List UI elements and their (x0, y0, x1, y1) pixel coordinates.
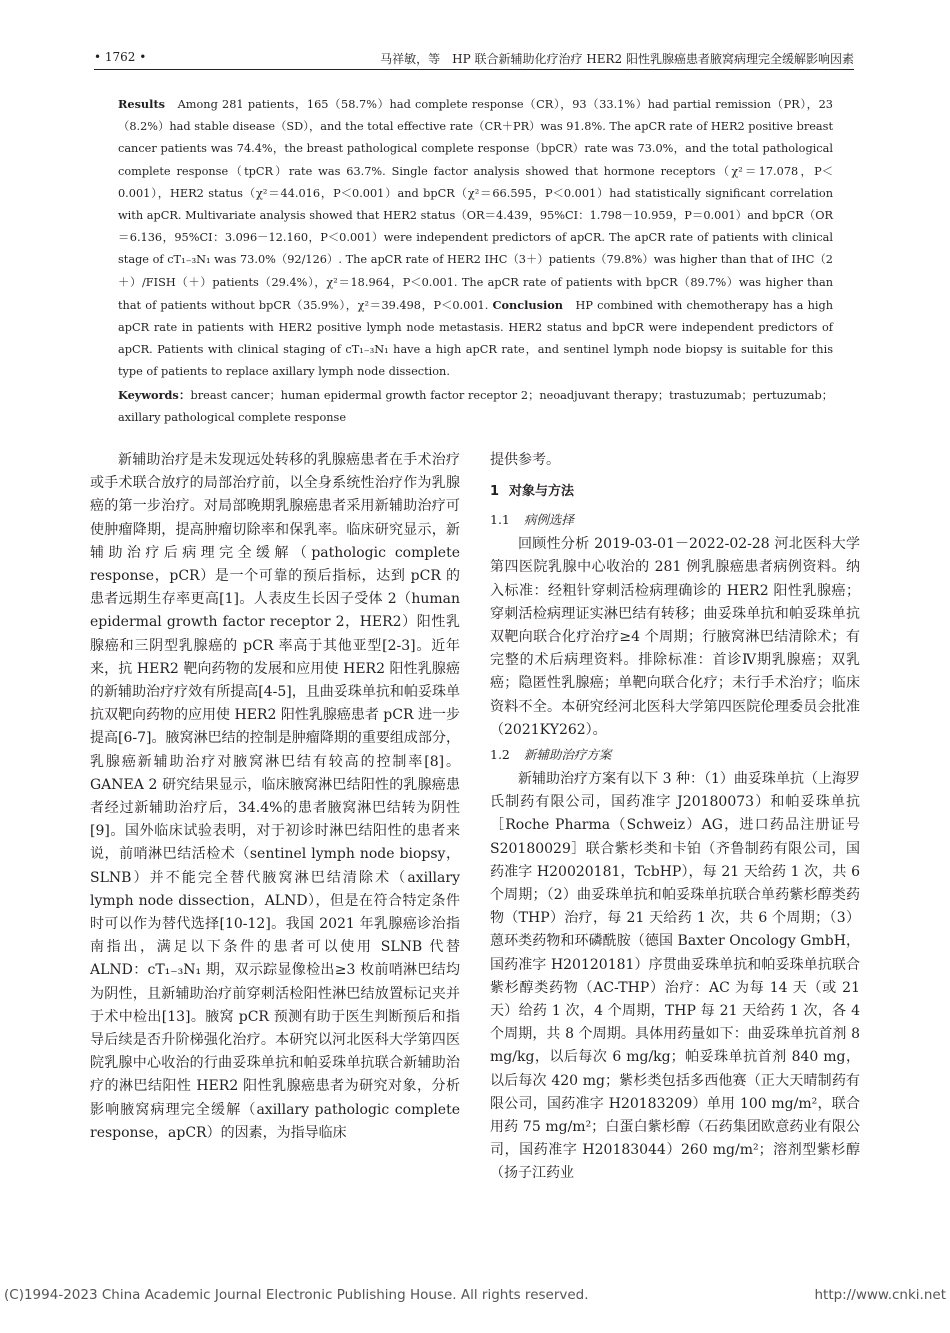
results-label: Results (118, 97, 166, 111)
subsection-title: 病例选择 (523, 512, 574, 528)
section-title: 对象与方法 (509, 484, 575, 500)
page-number: • 1762 • (94, 50, 147, 64)
running-title: 马祥敏，等 HP 联合新辅助化疗治疗 HER2 阳性乳腺癌患者腋窝病理完全缓解影响因素 (380, 52, 854, 66)
copyright-notice: (C)1994-2023 China Academic Journal Electronic Publishing House. All rights reserved. (4, 1287, 589, 1303)
footer-url: http://www.cnki.net (814, 1287, 946, 1303)
keywords-label: Keywords： (118, 387, 191, 402)
results-text: Among 281 patients，165（58.7%）had complete response（CR），93（33.1%）had partial remission（PR），23（8.2%）had stable disease（SD），and the total effective rate（CR＋PR）was 91.8%. The apCR rate of HER2 positive breast cancer patients was 74.4%，the breast pathological complete response（bpCR）rate was 73.0%，and the total pathological complete response（tpCR）rate was 63.7%. Single factor analysis showed that hormone receptors（χ²＝17.078，P＜0.001），HER2 status（χ²＝44.016，P＜0.001）and bpCR（χ²＝66.595，P＜0.001）had statistically significant correlation with apCR. Multivariate analysis showed that HER2 status（OR＝4.439，95%CI：1.798－10.959，P＝0.001）and bpCR（OR＝6.136，95%CI：3.096－12.160，P＜0.001）were independent predictors of apCR. The apCR rate of patients with clinical stage of cT₁₋₃N₁ was 73.0%（92/126）. The apCR rate of HER2 IHC（3＋）patients（79.8%）was higher than that of IHC（2＋）/FISH（＋）patients（29.4%），χ²＝18.964，P＜0.001. The apCR rate of patients with bpCR（89.7%）was higher than that of patients without bpCR（35.9%），χ²＝39.498，P＜0.001. (118, 98, 833, 312)
abstract-results-conclusion (118, 93, 833, 384)
section-heading-1 (490, 481, 860, 503)
treatment-plan-paragraph: 新辅助治疗方案有以下 3 种：（1）曲妥珠单抗（上海罗氏制药有限公司，国药准字 J20180073）和帕妥珠单抗［Roche Pharma（Schweiz）AG，进口药品注册证号 S20180029］联合紫杉类和卡铂（齐鲁制药有限公司，国药准字 H20020181，TcbHP），每 21 天给药 1 次，共 6 个周期；（2）曲妥珠单抗和帕妥珠单抗联合单药紫杉醇类药物（THP）治疗，每 21 天给药 1 次，共 6 个周期；（3）蒽环类药物和环磷酰胺（德国 Baxter Oncology GmbH，国药准字 H20120181）序贯曲妥珠单抗和帕妥珠单抗联合紫杉醇类药物（AC-THP）治疗：AC 为每 14 天（或 21 天）给药 1 次，4 个周期，THP 每 21 天给药 1 次，各 4 个周期，共 8 个周期。具体用药量如下：曲妥珠单抗首剂 8 mg/kg，以后每次 6 mg/kg；帕妥珠单抗首剂 840 mg，以后每次 420 mg；紫杉类包括多西他赛（正大天晴制药有限公司，国药准字 H20183209）单用 100 mg/m²，联合用药 75 mg/m²；白蛋白紫杉醇（石药集团欧意药业有限公司，国药准字 H20183044）260 mg/m²；溶剂型紫杉醇（扬子江药业 (490, 771, 860, 1182)
conclusion-text: HP combined with chemotherapy has a high apCR rate in patients with HER2 positive lymph node metastasis. HER2 status and bpCR were independent predictors of apCR. Patients with clinical staging of cT₁₋₃N₁ have a high apCR rate，and sentinel lymph node biopsy is suitable for this type of patients to replace axillary lymph node dissection. (118, 298, 833, 379)
subsection-heading-1-1 (490, 509, 860, 531)
english-abstract (118, 93, 833, 429)
keywords-text: breast cancer；human epidermal growth factor receptor 2；neoadjuvant therapy；trastuzumab；pertuzumab；axillary pathological complete response (118, 388, 834, 424)
case-selection-paragraph: 回顾性分析 2019-03-01－2022-02-28 河北医科大学第四医院乳腺中心收治的 281 例乳腺癌患者病例资料。纳入标准：经粗针穿刺活检病理确诊的 HER2 阳性乳腺癌；穿刺活检病理证实淋巴结有转移；曲妥珠单抗和帕妥珠单抗双靶向联合化疗治疗≥4 个周期；行腋窝淋巴结清除术；有完整的术后病理资料。排除标准：首诊Ⅳ期乳腺癌；双乳癌；隐匿性乳腺癌；单靶向联合化疗；未行手术治疗；临床资料不全。本研究经河北医科大学第四医院伦理委员会批准（2021KY262）。 (490, 536, 860, 738)
subsection-number: 1.2 (490, 747, 510, 763)
intro-continuation: 提供参考。 (490, 452, 560, 468)
section-number: 1 (490, 484, 500, 500)
subsection-number: 1.1 (490, 512, 510, 528)
subsection-title: 新辅助治疗方案 (523, 747, 612, 763)
left-column (90, 449, 460, 1145)
running-header (94, 47, 854, 70)
conclusion-label: Conclusion (492, 297, 564, 312)
abstract-keywords (118, 384, 833, 429)
intro-paragraph: 新辅助治疗是未发现远处转移的乳腺癌患者在手术治疗或手术联合放疗的局部治疗前，以全身系统性治疗作为乳腺癌的第一步治疗。对局部晚期乳腺癌患者采用新辅助治疗可使肿瘤降期，提高肿瘤切除率和保乳率。临床研究显示，新辅助治疗后病理完全缓解（pathologic complete response，pCR）是一个可靠的预后指标，达到 pCR 的患者远期生存率更高[1]。人表皮生长因子受体 2（human epidermal growth factor receptor 2，HER2）阳性乳腺癌和三阴型乳腺癌的 pCR 率高于其他亚型[2-3]。近年来，抗 HER2 靶向药物的发展和应用使 HER2 阳性乳腺癌的新辅助治疗疗效有所提高[4-5]，且曲妥珠单抗和帕妥珠单抗双靶向药物的应用使 HER2 阳性乳腺癌患者 pCR 进一步提高[6-7]。腋窝淋巴结的控制是肿瘤降期的重要组成部分，乳腺癌新辅助治疗对腋窝淋巴结有较高的控制率[8]。GANEA 2 研究结果显示，临床腋窝淋巴结阳性的乳腺癌患者经过新辅助治疗后，34.4%的患者腋窝淋巴结转为阴性[9]。国外临床试验表明，对于初诊时淋巴结阳性的患者来说，前哨淋巴结活检术（sentinel lymph node biopsy，SLNB）并不能完全替代腋窝淋巴结清除术（axillary lymph node dissection，ALND），但是在符合特定条件时可以作为替代选择[10-12]。我国 2021 年乳腺癌诊治指南指出，满足以下条件的患者可以使用 SLNB 代替 ALND：cT₁₋₃N₁ 期，双示踪显像检出≥3 枚前哨淋巴结均为阴性，且新辅助治疗前穿刺活检阳性淋巴结放置标记夹并于术中检出[13]。腋窝 pCR 预测有助于医生判断预后和指导后续是否升阶梯强化治疗。本研究以河北医科大学第四医院乳腺中心收治的行曲妥珠单抗和帕妥珠单抗联合新辅助治疗的淋巴结阳性 HER2 阳性乳腺癌患者为研究对象，分析影响腋窝病理完全缓解（axillary pathologic complete response，apCR）的因素，为指导临床 (90, 452, 460, 1141)
right-column (490, 449, 860, 1186)
subsection-heading-1-2 (490, 744, 860, 766)
